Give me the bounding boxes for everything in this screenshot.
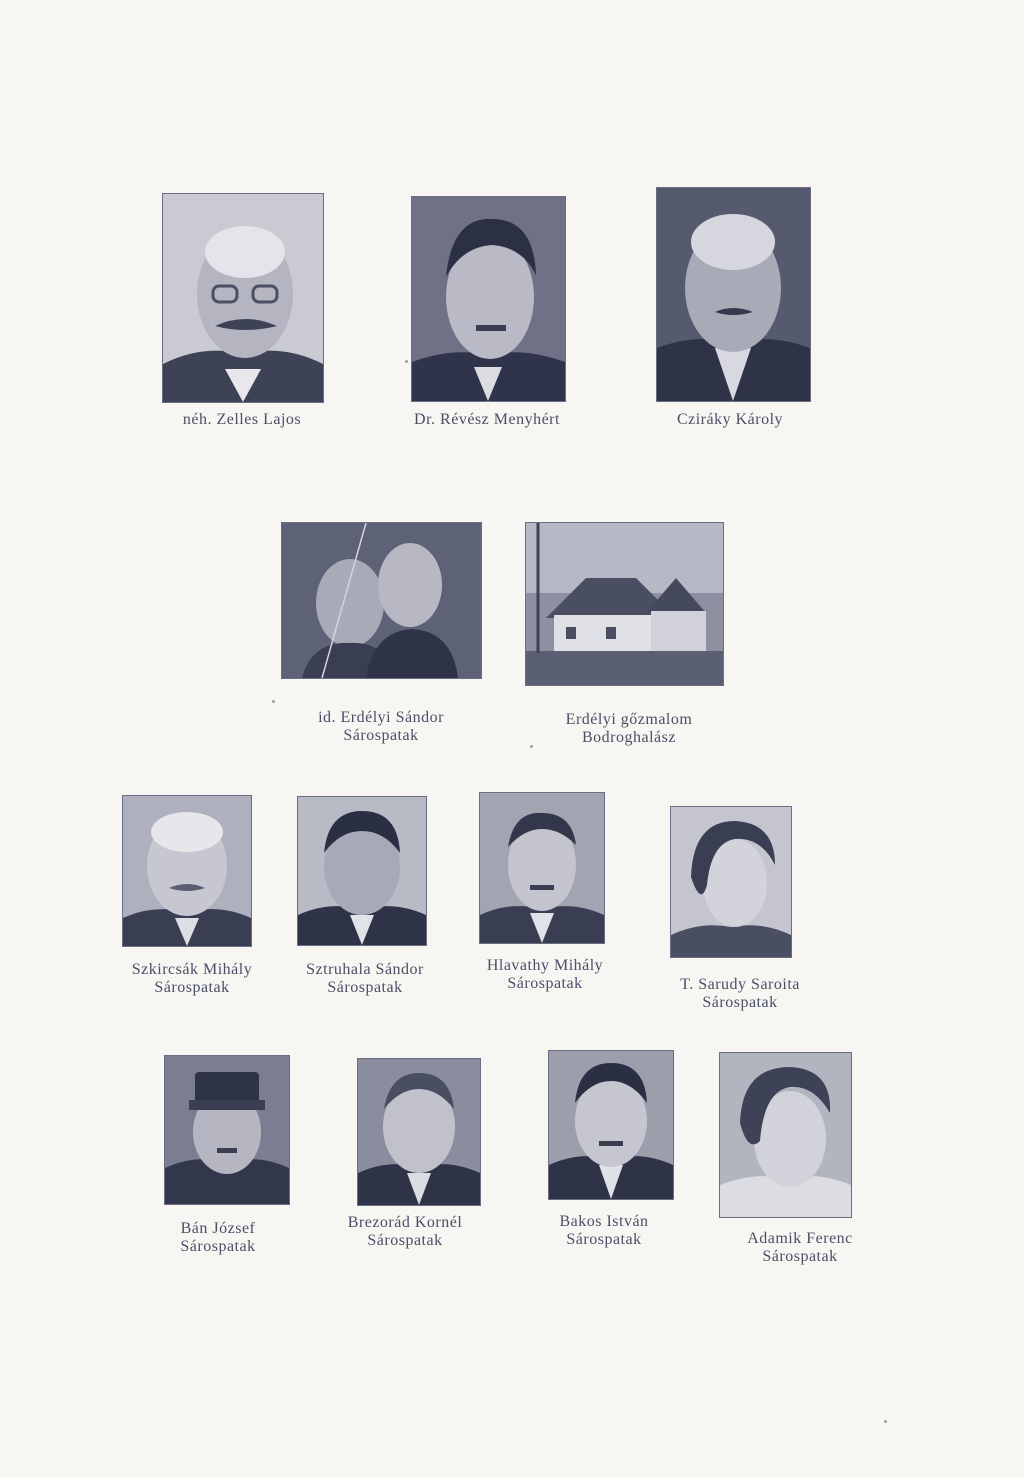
place-name: Sárospatak bbox=[702, 994, 778, 1011]
portrait-photo bbox=[164, 1055, 290, 1205]
photo-caption bbox=[504, 1213, 704, 1249]
portrait-photo bbox=[670, 806, 792, 958]
person-name: Brezorád Kornél bbox=[347, 1214, 463, 1231]
place-name: Sárospatak bbox=[180, 1238, 256, 1255]
scan-speck bbox=[405, 360, 408, 363]
mill-photo bbox=[525, 522, 724, 686]
person-name: id. Erdélyi Sándor bbox=[318, 709, 444, 726]
place-name: Sárospatak bbox=[327, 979, 403, 996]
photo-caption bbox=[305, 1214, 505, 1250]
person-name: Szkircsák Mihály bbox=[131, 961, 253, 978]
portrait-photo bbox=[479, 792, 605, 944]
photo-caption bbox=[640, 976, 840, 1012]
photo-caption bbox=[118, 1220, 318, 1256]
place-name: Sárospatak bbox=[566, 1231, 642, 1248]
person-name: Cziráky Károly bbox=[676, 411, 784, 428]
scan-speck bbox=[884, 1420, 887, 1423]
person-name: T. Sarudy Saroita bbox=[680, 976, 800, 993]
person-name: Dr. Révész Menyhért bbox=[414, 411, 560, 428]
person-name: Bakos István bbox=[559, 1213, 649, 1230]
person-name: Hlavathy Mihály bbox=[486, 957, 604, 974]
person-name: Adamik Ferenc bbox=[747, 1230, 853, 1247]
place-name: Sárospatak bbox=[154, 979, 230, 996]
photo-caption bbox=[281, 709, 481, 745]
person-name: Bán József bbox=[180, 1220, 256, 1237]
photo-caption bbox=[445, 957, 645, 993]
place-name: Bodroghalász bbox=[582, 729, 676, 746]
place-name: Sárospatak bbox=[367, 1232, 443, 1249]
portrait-photo bbox=[122, 795, 252, 947]
mill-name: Erdélyi gőzmalom bbox=[565, 711, 693, 728]
portrait-photo bbox=[719, 1052, 852, 1218]
photo-caption bbox=[529, 711, 729, 747]
portrait-photo bbox=[656, 187, 811, 402]
portrait-photo bbox=[411, 196, 566, 402]
portrait-photo bbox=[297, 796, 427, 946]
place-name: Sárospatak bbox=[343, 727, 419, 744]
portrait-photo bbox=[548, 1050, 674, 1200]
photo-caption bbox=[387, 411, 587, 429]
portrait-photo bbox=[357, 1058, 481, 1206]
place-name: Sárospatak bbox=[507, 975, 583, 992]
photo-caption bbox=[92, 961, 292, 997]
scan-speck bbox=[272, 700, 275, 703]
photo-caption bbox=[265, 961, 465, 997]
portrait-photo bbox=[162, 193, 324, 403]
place-name: Sárospatak bbox=[762, 1248, 838, 1265]
photo-caption bbox=[142, 411, 342, 429]
photo-caption bbox=[700, 1230, 900, 1266]
couple-photo bbox=[281, 522, 482, 679]
scan-speck bbox=[530, 745, 533, 748]
photo-caption bbox=[630, 411, 830, 429]
person-name: néh. Zelles Lajos bbox=[182, 411, 302, 428]
person-name: Sztruhala Sándor bbox=[306, 961, 424, 978]
